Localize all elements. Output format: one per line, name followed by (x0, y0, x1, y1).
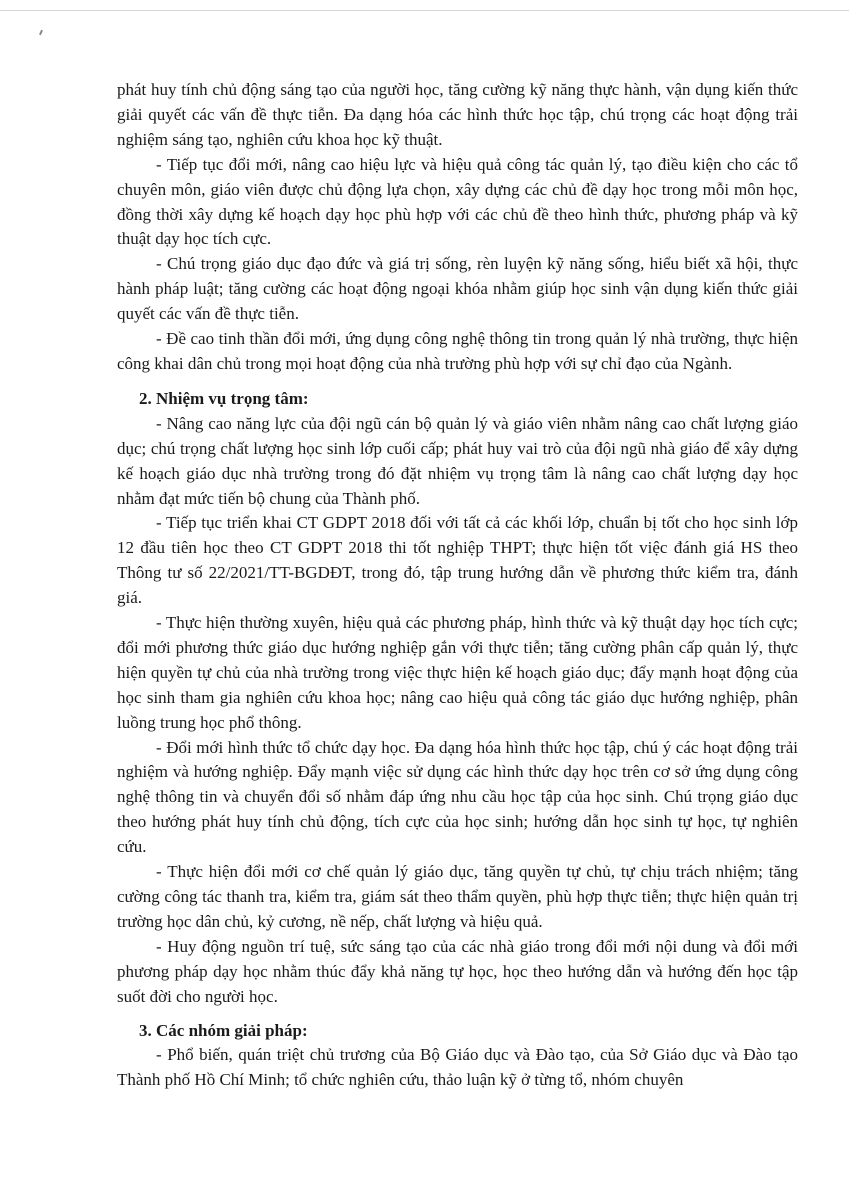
scan-mark (39, 30, 43, 35)
section1-item-3: - Đề cao tinh thần đổi mới, ứng dụng công nghệ thông tin trong quản lý nhà trường, thực hiện công khai dân chủ trong mọi hoạt động của nhà trường phù hợp với sự chỉ đạo của Ngành. (117, 329, 798, 373)
section1-item-2: - Chú trọng giáo dục đạo đức và giá trị sống, rèn luyện kỹ năng sống, hiểu biết xã hội, thực hành pháp luật; tăng cường các hoạt động ngoại khóa nhằm giúp học sinh vận dụng kiến thức giải quyết các vấn đề thực tiễn. (117, 254, 798, 324)
section2-item-2: - Tiếp tục triển khai CT GDPT 2018 đối với tất cả các khối lớp, chuẩn bị tốt cho học sinh lớp 12 đầu tiên học theo CT GDPT 2018 thi tốt nghiệp THPT; thực hiện tốt việc đánh giá HS theo Thông tư số 22/2021/TT-BGDĐT, trong đó, tập trung hướng dẫn về phương thức kiểm tra, đánh giá. (117, 513, 798, 608)
section2-item-4: - Đổi mới hình thức tổ chức dạy học. Đa dạng hóa hình thức học tập, chú ý các hoạt động trải nghiệm và hướng nghiệp. Đẩy mạnh việc sử dụng các hình thức dạy học trên cơ sở ứng dụng công nghệ thông tin và chuyển đổi số nhằm đáp ứng nhu cầu học tập của học sinh. Chú trọng giáo dục theo hướng phát huy tính chủ động, tích cực của học sinh; hướng dẫn học sinh tự học, tự nghiên cứu. (117, 737, 798, 857)
document-page (117, 78, 798, 1093)
section3-heading: 3. Các nhóm giải pháp: (139, 1020, 308, 1040)
section3-item-1: - Phổ biến, quán triệt chủ trương của Bộ Giáo dục và Đào tạo, của Sở Giáo dục và Đào tạo Thành phố Hồ Chí Minh; tổ chức nghiên cứu, thảo luận kỹ ở từng tổ, nhóm chuyên (117, 1045, 798, 1090)
scan-edge (0, 0, 849, 11)
section2-item-1: - Nâng cao năng lực của đội ngũ cán bộ quản lý và giáo viên nhằm nâng cao chất lượng giáo dục; chú trọng chất lượng học sinh lớp cuối cấp; phát huy vai trò của đội ngũ nhà giáo để xây dựng kế hoạch giáo dục nhà trường trong đó đặt nhiệm vụ trọng tâm là nâng cao chất lượng dạy học nhằm đạt mức tiến bộ chung của Thành phố. (117, 413, 798, 508)
section2-item-6: - Huy động nguồn trí tuệ, sức sáng tạo của các nhà giáo trong đổi mới nội dung và đổi mới phương pháp dạy học nhằm thúc đẩy khả năng tự học, học theo hướng dẫn và hướng đến học tập suốt đời cho người học. (117, 936, 798, 1006)
intro-paragraph: phát huy tính chủ động sáng tạo của người học, tăng cường kỹ năng thực hành, vận dụng kiến thức giải quyết các vấn đề thực tiễn. Đa dạng hóa các hình thức học tập, chú trọng các hoạt động trải nghiệm sáng tạo, nghiên cứu khoa học kỹ thuật. (117, 80, 798, 149)
section1-item-1: - Tiếp tục đổi mới, nâng cao hiệu lực và hiệu quả công tác quản lý, tạo điều kiện cho các tổ chuyên môn, giáo viên được chủ động lựa chọn, xây dựng các chủ đề dạy học trong mỗi môn học, đồng thời xây dựng kế hoạch dạy học phù hợp với các chủ đề theo hình thức, phương pháp và kỹ thuật dạy học tích cực. (117, 154, 798, 249)
section2-item-3: - Thực hiện thường xuyên, hiệu quả các phương pháp, hình thức và kỹ thuật dạy học tích cực; đổi mới phương thức giáo dục hướng nghiệp gắn với thực tiễn; tăng cường phân cấp quản lý, thực hiện quyền tự chủ của nhà trường trong việc thực hiện kế hoạch giáo dục; đẩy mạnh hoạt động của học sinh tham gia nghiên cứu khoa học; nâng cao hiệu quả công tác giáo dục hướng nghiệp, phân luồng trung học phổ thông. (117, 613, 798, 732)
section2-item-5: - Thực hiện đổi mới cơ chế quản lý giáo dục, tăng quyền tự chủ, tự chịu trách nhiệm; tăng cường công tác thanh tra, kiểm tra, giám sát theo thẩm quyền, phù hợp thực tiễn; thực hiện quản trị trường học dân chủ, kỷ cương, nề nếp, chất lượng và hiệu quả. (117, 862, 798, 931)
section2-heading: 2. Nhiệm vụ trọng tâm: (139, 388, 309, 408)
